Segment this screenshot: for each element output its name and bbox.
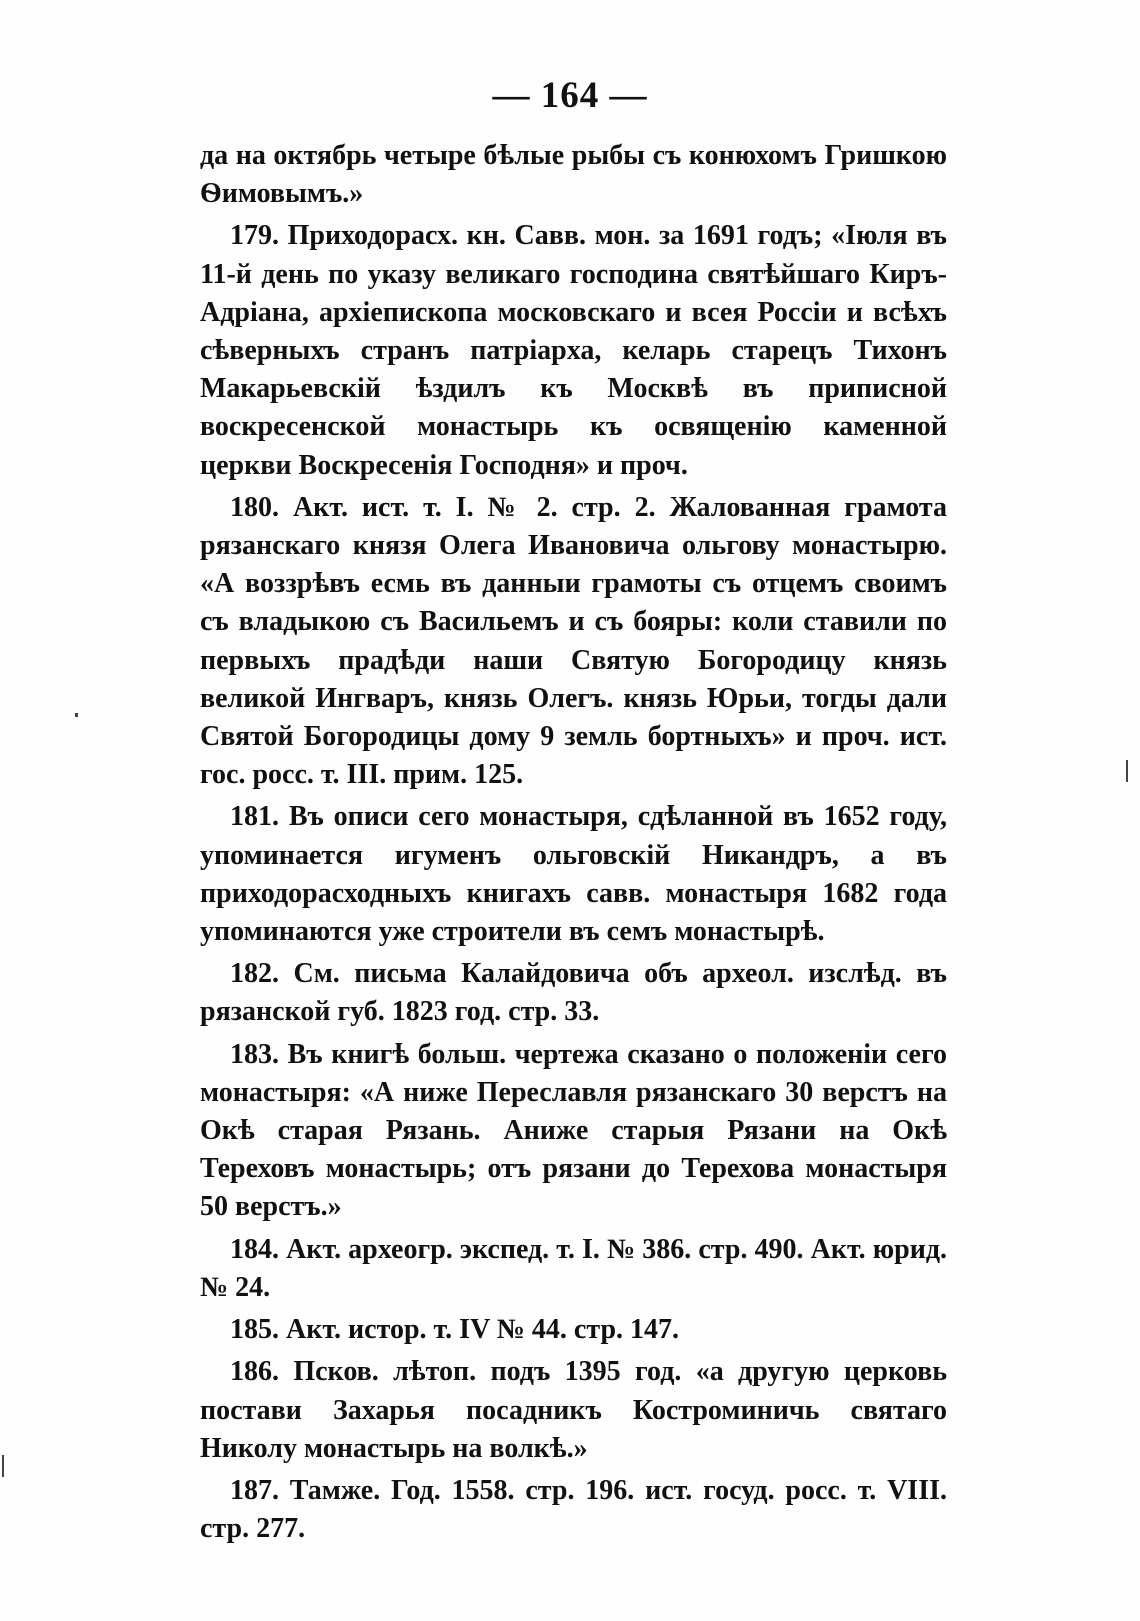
note-187: 187. Тамже. Год. 1558. стр. 196. ист. госуд. росс. т. VIII. стр. 277. [200, 1474, 947, 1545]
scan-speck-left [75, 713, 78, 717]
notes-text-block [200, 137, 947, 1552]
note-180: 180. Акт. ист. т. I. № 2. стр. 2. Жалованная грамота рязанскаго князя Олега Ивановича ольгову монастырю. «А воззрѣвъ есмь въ данныи грамоты съ отцемъ своимъ съ владыкою съ Васильемъ и съ бояры: коли ставили по первыхъ прадѣди наши Святую Богородицу князь великой Ингваръ, князь Олегъ. князь Юрьи, тогды дали Святой Богородицы дому 9 земль бортныхъ» и проч. ист. гос. росс. т. III. прим. 125. [200, 491, 947, 791]
note-181: 181. Въ описи сего монастыря, сдѣланной въ 1652 году, упоминается игуменъ ольговскій Никандръ, а въ приходорасходныхъ книгахъ савв. монастыря 1682 года упоминаются уже строители въ семъ монастырѣ. [200, 801, 947, 948]
note-185: 185. Акт. истор. т. IV № 44. стр. 147. [230, 1314, 680, 1346]
continuation-paragraph: да на октябрь четыре бѣлые рыбы съ конюхомъ Гришкою Ѳимовымъ.» [200, 140, 947, 210]
note-179: 179. Приходорасх. кн. Савв. мон. за 1691 годъ; «Іюля въ 11-й день по указу великаго господина святѣйшаго Киръ-Адріана, архіепископа московскаго и всея Россіи и всѣхъ сѣверныхъ странъ патріарха, келарь старецъ Тихонъ Макарьевскій ѣздилъ къ Москвѣ въ приписной воскресенской монастырь къ освященію каменной церкви Воскресенія Господня» и проч. [200, 220, 947, 481]
scan-edge-mark [2, 1455, 4, 1477]
note-182: 182. См. письма Калайдовича объ археол. изслѣд. въ рязанской губ. 1823 год. стр. 33. [200, 958, 947, 1028]
scan-speck-right [1126, 760, 1128, 782]
note-183: 183. Въ книгѣ больш. чертежа сказано о положеніи сего монастыря: «А ниже Переславля рязанскаго 30 верстъ на Окѣ старая Рязань. Аниже старыя Рязани на Окѣ Тереховъ монастырь; отъ рязани до Терехова монастыря 50 верстъ.» [200, 1038, 947, 1223]
page-number: — 164 — [492, 75, 648, 116]
note-184: 184. Акт. археогр. экспед. т. I. № 386. стр. 490. Акт. юрид. № 24. [200, 1233, 947, 1303]
note-186: 186. Псков. лѣтоп. подъ 1395 год. «а другую церковь постави Захарья посадникъ Костроминичь святаго Николу монастырь на волкѣ.» [200, 1356, 947, 1464]
